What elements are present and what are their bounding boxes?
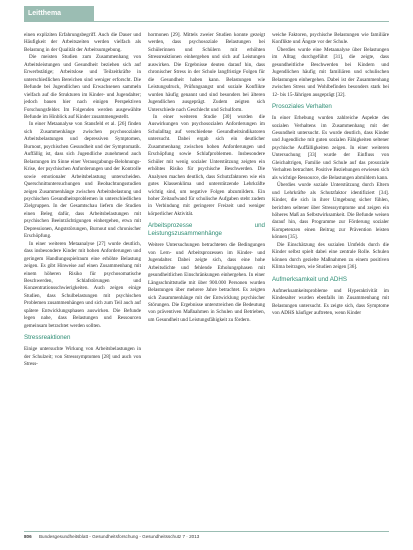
body-paragraph: weiche Faktoren, psychische Belastungen wie familiäre Konflikte und Ängste vor der Schule. bbox=[272, 32, 389, 46]
body-paragraph: Weitere Untersuchungen betrachteten die Bedingungen von Lern- und Arbeitsprozessen im Kinder- und Jugendalter. Dabei zeigte sich, dass eine hohe Arbeitsdichte und fehlende Erholungsphasen mit gesundheitlichen Einschränkungen einhergehen. In einer Längsschnittstudie mit über 900.000 Personen wurden Belastungen über mehrere Jahre betrachtet. Es zeigten sich Zusammenhänge mit der Entwicklung psychischer Störungen. Die Ergebnisse unterstreichen die Bedeutung von präventiven Maßnahmen in Schulen und Betrieben, um Gesundheit und Leistungsfähigkeit zu fördern. bbox=[148, 242, 265, 323]
page-footer bbox=[24, 531, 389, 542]
journal-citation: Bundesgesundheitsblatt - Gesundheitsforschung - Gesundheitsschutz 7 · 2013 bbox=[38, 534, 200, 539]
body-paragraph: Die meisten Studien zum Zusammenhang von Arbeitsleistungen und Gesundheit beziehen sich auf Erwerbstätige; Arbeitslose und Teilzeitkräfte in unterschiedlichen Bereichen sind weniger erforscht. Die Befunde bei Jugendlichen und Erwachsenen sammeln vielfach auf die Strukturen im Kinder- und Jugendalter; jedoch bauen hier nach einigen Perspektiven Forschungsfelder. Im Folgenden werden ausgewählte Befunde im Hinblick auf Kinder zusammengestellt. bbox=[24, 54, 141, 120]
section-label: Leitthema bbox=[24, 6, 94, 21]
body-paragraph: Aufmerksamkeitsprobleme und Hyperaktivität im Kindesalter wurden ebenfalls im Zusammenhang mit Belastungen untersucht. Es zeigte sich, dass Symptome von ADHS häufiger auftreten, wenn Kinder bbox=[272, 287, 389, 316]
section-heading: Arbeitsprozesse und Leistungszusammenhänge bbox=[148, 222, 265, 238]
body-paragraph: In einer Erhebung wurden zahlreiche Aspekte des sozialen Verhaltens im Zusammenhang mit der Gesundheit untersucht. Es wurde deutlich, dass Kinder und Jugendliche mit guten sozialen Fähigkeiten seltener psychische Auffälligkeiten zeigen. In einer weiteren Untersuchung [33] wurde der Einfluss von Gleichaltrigen, Familie und Schule auf das prosoziale Verhalten betrachtet. Positive Beziehungen erwiesen sich als wichtige Ressource, die Belastungen abmildern kann. bbox=[272, 115, 389, 181]
text-column-3 bbox=[272, 32, 389, 532]
text-column-1 bbox=[24, 32, 141, 532]
section-heading: Stressreaktionen bbox=[24, 334, 71, 342]
text-column-2 bbox=[148, 32, 265, 532]
body-paragraph: Die Einschätzung des sozialen Umfelds durch die Kinder selbst spielt dabei eine zentrale Rolle. Schulen können durch gezielte Maßnahmen zu einem positiven Klima beitragen, wie Studien zeigen [36]. bbox=[272, 241, 389, 271]
body-paragraph: Einige untersuchte Wirkung von Arbeitsbelastungen in der Schulzeit; von Stresssymptomen [28] und auch von Stress- bbox=[24, 346, 141, 368]
section-heading: Aufmerksamkeit und ADHS bbox=[272, 275, 347, 283]
body-paragraph: In einer weiteren Metaanalyse [27] wurde deutlich, dass insbesondere Kinder mit hohen Anforderungen und geringem Handlungsspielraum eine erhöhte Belastung zeigen. Es gibt Hinweise auf einen Zusammenhang mit einem höheren Risiko für psychosomatische Beschwerden, Schlafstörungen und Konzentrationsschwierigkeiten. Auch zeigen einige Studien, dass Schulbelastungen mit psychischen Problemen zusammenhängen und sich zum Teil auch auf spätere Entwicklungsphasen auswirken. Die Befunde legen nahe, dass Belastungen und Ressourcen gemeinsam betrachtet werden sollten. bbox=[24, 240, 141, 329]
body-paragraph: In einer Metaanalyse von Stansfeld et al. [26] finden sich Zusammenhänge zwischen psychosozialen Arbeitsbelastungen und depressiven Symptomen, Burnout, psychischen Gesundheit und der Symptomatik. Auffällig ist, dass sich Jugendliche zunehmend auch Belastungen im Sinne einer Verausgabungs-Belohnungs-Krise, der psychischen Anforderungen und der Kontrolle sowie emotionaler Arbeitsbelastung unterscheiden. Querschnittuntersuchungen und Beobachtungsstudien zeigen Zusammenhänge zwischen Arbeitsbelastung und psychischen Gesundheitsproblemen in unterschiedlichen Zielgruppen. In der Gesamtschau liefern die Studien einen Beleg dafür, dass Arbeitsbelastungen mit psychischen Beeinträchtigungen einhergehen, etwa mit Depressionen, Angststörungen, Burnout und chronischer Erschöpfung. bbox=[24, 121, 141, 240]
body-paragraph: hormonen [29]. Mittels zweier Studien konnte gezeigt werden, dass psychosoziale Belastungen bei Schülerinnen und Schülern mit erhöhten Stressreaktionen einhergehen und sich auf Leistungen auswirken. Die Ergebnisse deuten darauf hin, dass chronischer Stress in der Schule langfristige Folgen für die Gesundheit haben kann. Belastungen wie Leistungsdruck, Prüfungsangst und soziale Konflikte wurden häufig genannt und sind besonders bei älteren Jugendlichen ausgeprägt. Zudem zeigten sich Unterschiede nach Geschlecht und Schulform. bbox=[148, 32, 265, 113]
section-heading: Prosoziales Verhalten bbox=[272, 103, 332, 111]
body-paragraph: Überdies wurde soziale Unterstützung durch Eltern und Lehrkräfte als Schutzfaktor identifiziert [34]. Kinder, die sich in ihrer Umgebung sicher fühlen, berichten seltener über Stresssymptome und zeigen ein höheres Maß an Selbstwirksamkeit. Die Befunde weisen darauf hin, dass Programme zur Förderung sozialer Kompetenzen einen Beitrag zur Prävention leisten können [35]. bbox=[272, 182, 389, 241]
body-paragraph: einen expliziten Erfahrungsbegriff. Auch die Dauer und Häufigkeit der Arbeitszeiten werden vielfach als Belastung in der Qualität der Arbeitsumgebung. bbox=[24, 32, 141, 53]
page-number: 806 bbox=[24, 534, 32, 539]
body-paragraph: In einer weiteren Studie [30] wurden die Auswirkungen von psychosozialen Anforderungen im Schulalltag auf verschiedene Gesundheitsindikatoren untersucht. Dabei ergab sich ein deutlicher Zusammenhang zwischen hohen Anforderungen und Erschöpfung sowie Schlafproblemen. Insbesondere Schüler mit wenig sozialer Unterstützung zeigten ein erhöhtes Risiko für psychische Beschwerden. Die Analysen machen deutlich, dass Schutzfaktoren wie ein gutes Klassenklima und unterstützende Lehrkräfte wichtig sind, um negative Folgen abzumildern. Ein hoher Zeitaufwand für schulische Aufgaben steht zudem in Verbindung mit geringerer Freizeit und weniger körperlicher Aktivität. bbox=[148, 113, 265, 217]
header-divider bbox=[24, 21, 389, 22]
body-paragraph: Überdies wurde eine Metaanalyse über Belastungen im Alltag durchgeführt [31], die zeigte, dass gesundheitliche Beschwerden bei Kindern und Jugendlichen häufig mit familiären und schulischen Belastungen einhergehen. Dabei ist der Zusammenhang zwischen Stress und Wohlbefinden besonders stark bei 12- bis 15-Jährigen ausgeprägt [32]. bbox=[272, 46, 389, 98]
